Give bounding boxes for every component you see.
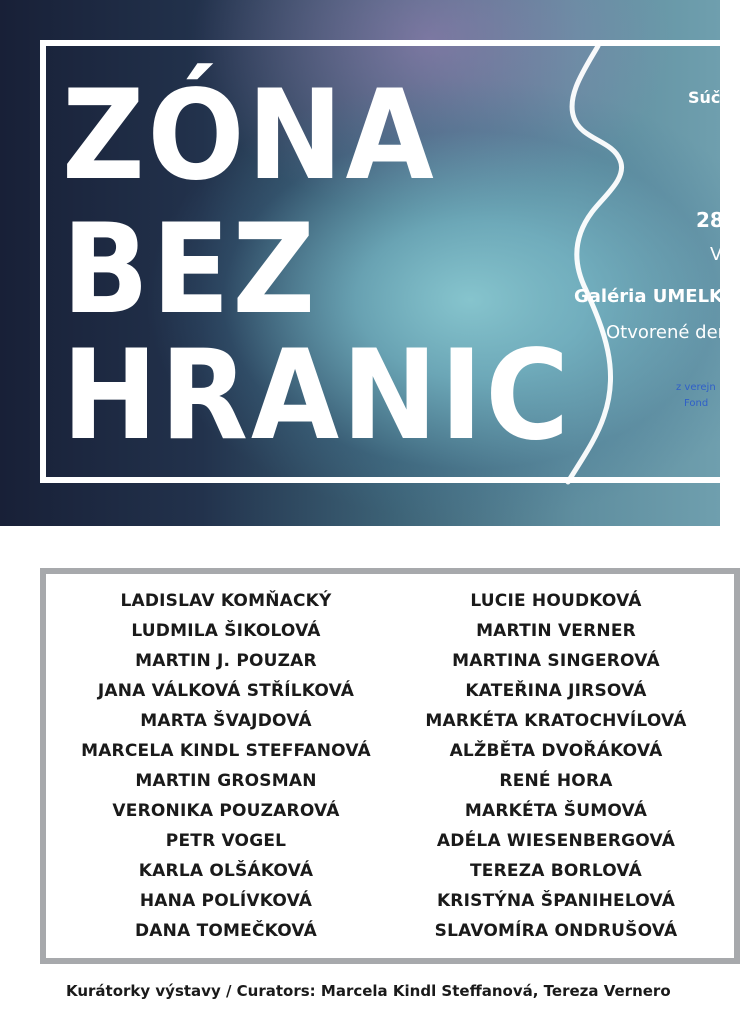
artist-name: MARTINA SINGEROVÁ <box>452 651 660 671</box>
funding-note-line-2: Fond <box>684 398 709 409</box>
artist-name: KATEŘINA JIRSOVÁ <box>465 681 647 701</box>
artist-name: RENÉ HORA <box>499 771 613 791</box>
funding-note-line-1: z verejn <box>676 382 716 393</box>
artist-name: PETR VOGEL <box>165 831 287 851</box>
artist-name: MARKÉTA ŠUMOVÁ <box>464 801 648 821</box>
event-date: 28 <box>696 208 724 232</box>
artist-name: LADISLAV KOMŇACKÝ <box>120 591 332 611</box>
artist-name: MARCELA KINDL STEFFANOVÁ <box>81 741 371 761</box>
artist-name: VERONIKA POUZAROVÁ <box>112 801 340 821</box>
artist-name: MARTA ŠVAJDOVÁ <box>140 711 312 731</box>
event-open-days: Otvorené der <box>606 322 726 343</box>
title-line-3: HRANIC <box>62 324 572 468</box>
artist-name: KARLA OLŠÁKOVÁ <box>138 861 314 881</box>
artist-name: MARTIN J. POUZAR <box>135 651 317 671</box>
artist-name: JANA VÁLKOVÁ STŘÍLKOVÁ <box>97 681 355 701</box>
artist-name: ADÉLA WIESENBERGOVÁ <box>436 831 676 851</box>
artist-name: SLAVOMÍRA ONDRUŠOVÁ <box>434 921 678 941</box>
artist-name: LUDMILA ŠIKOLOVÁ <box>131 621 321 641</box>
artist-name: KRISTÝNA ŠPANIHELOVÁ <box>436 891 676 911</box>
event-venue: Galéria UMELK <box>574 286 724 307</box>
artist-name: MARKÉTA KRATOCHVÍLOVÁ <box>425 711 687 731</box>
curators-credit: Kurátorky výstavy / Curators: Marcela Kindl Steffanová, Tereza Vernero <box>66 982 671 1000</box>
artist-name: MARTIN GROSMAN <box>135 771 317 791</box>
artist-name: LUCIE HOUDKOVÁ <box>470 591 642 611</box>
artist-name: HANA POLÍVKOVÁ <box>139 891 313 911</box>
artist-name: MARTIN VERNER <box>476 621 636 641</box>
title-line-1: ZÓNA <box>62 64 437 208</box>
artist-name: ALŽBĚTA DVOŘÁKOVÁ <box>449 741 663 761</box>
title-line-2: BEZ <box>62 198 318 342</box>
event-subtitle: Súč <box>688 88 721 107</box>
event-place-prefix: V <box>710 244 723 265</box>
artist-name: DANA TOMEČKOVÁ <box>135 921 317 941</box>
artist-name: TEREZA BORLOVÁ <box>470 861 642 881</box>
